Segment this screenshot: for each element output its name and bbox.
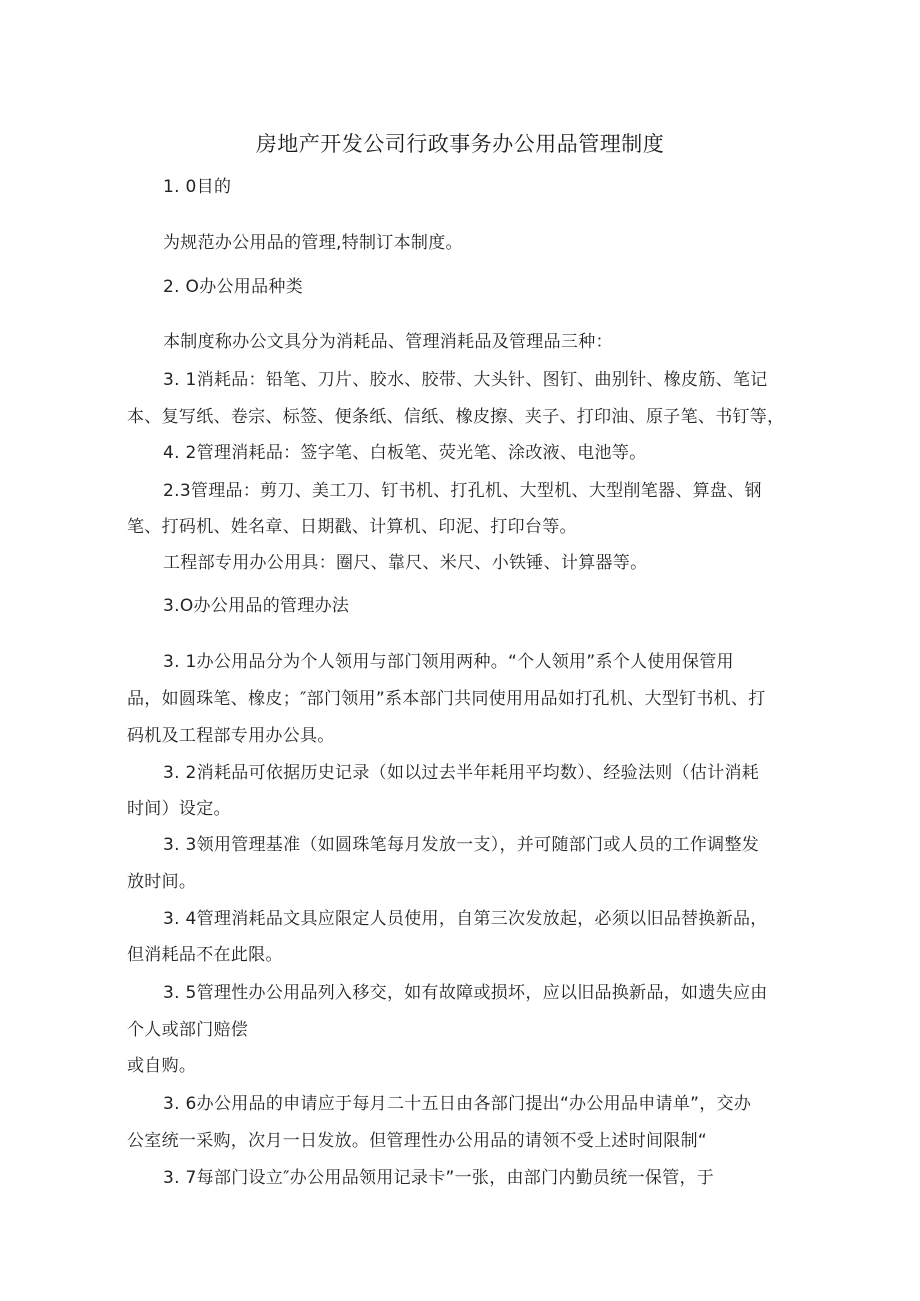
- heading-1-purpose: 1. 0目的: [163, 177, 232, 197]
- paragraph: 3. 2消耗品可依据历史记录（如以过去半年耗用平均数）、经验法则（估计消耗: [163, 763, 760, 783]
- paragraph: 时间）设定。: [127, 799, 231, 819]
- paragraph: 2.3管理品：剪刀、美工刀、钉书机、打孔机、大型机、大型削笔器、算盘、钢: [163, 481, 762, 501]
- paragraph: 品，如圆珠笔、橡皮；″部门领用”系本部门共同使用用品如打孔机、大型钉书机、打: [127, 689, 766, 709]
- paragraph: 本、复写纸、卷宗、标签、便条纸、信纸、橡皮擦、夹子、打印油、原子笔、书钉等，: [127, 407, 785, 427]
- paragraph: 或自购。: [127, 1056, 197, 1076]
- paragraph: 3. 6办公用品的申请应于每月二十五日由各部门提出“办公用品申请单”，交办: [163, 1094, 752, 1114]
- paragraph: 4. 2管理消耗品：签字笔、白板笔、荧光笔、涂改液、电池等。: [163, 443, 647, 463]
- paragraph: 码机及工程部专用办公具。: [127, 726, 335, 746]
- paragraph: 3. 1办公用品分为个人领用与部门领用两种。“个人领用”系个人使用保管用: [163, 652, 734, 672]
- paragraph: 为规范办公用品的管理,特制订本制度。: [163, 233, 463, 253]
- paragraph: 3. 3领用管理基准（如圆珠笔每月发放一支），并可随部门或人员的工作调整发: [163, 835, 760, 855]
- paragraph: 3. 4管理消耗品文具应限定人员使用，自第三次发放起，必须以旧品替换新品，: [163, 909, 768, 929]
- paragraph: 公室统一采购，次月一日发放。但管理性办公用品的请领不受上述时间限制“: [127, 1131, 708, 1151]
- paragraph: 3. 7每部门设立″办公用品领用记录卡”一张，由部门内勤员统一保管，于: [163, 1168, 715, 1188]
- document-title: 房地产开发公司行政事务办公用品管理制度: [255, 132, 665, 156]
- paragraph: 3. 1消耗品：铅笔、刀片、胶水、胶带、大头针、图钉、曲别针、橡皮筋、笔记: [163, 370, 768, 390]
- heading-2-categories: 2. O办公用品种类: [163, 277, 304, 297]
- paragraph: 笔、打码机、姓名章、日期戳、计算机、印泥、打印台等。: [127, 517, 577, 537]
- heading-3-management: 3.O办公用品的管理办法: [163, 596, 350, 616]
- paragraph: 3. 5管理性办公用品列入移交，如有故障或损坏，应以旧品换新品，如遗失应由: [163, 983, 768, 1003]
- paragraph: 个人或部门赔偿: [127, 1020, 249, 1040]
- paragraph: 工程部专用办公用具：圈尺、靠尺、米尺、小铁锤、计算器等。: [163, 553, 648, 573]
- paragraph: 但消耗品不在此限。: [127, 945, 283, 965]
- paragraph: 放时间。: [127, 872, 197, 892]
- paragraph: 本制度称办公文具分为消耗品、管理消耗品及管理品三种：: [163, 332, 613, 352]
